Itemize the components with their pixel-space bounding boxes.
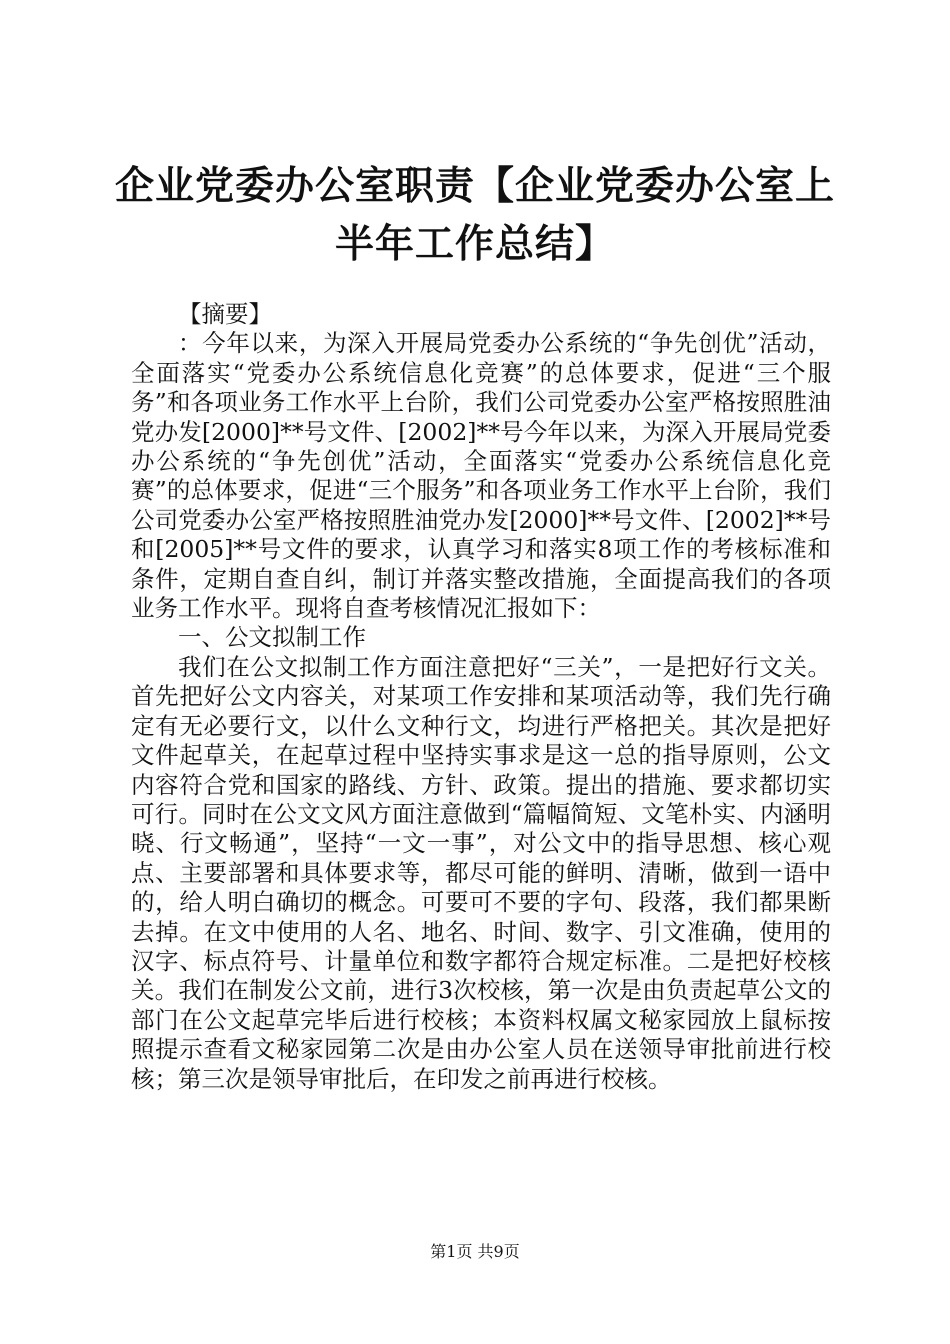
section-paragraph: 我们在公文拟制工作方面注意把好“三关”，一是把好行文关。首先把好公文内容关，对某项工作安排和某项活动等，我们先行确定有无必要行文，以什么文种行文，均进行严格把关。其次是把好文件起草关，在起草过程中坚持实事求是这一总的指导原则，公文内容符合党和国家的路线、方针、政策。提出的措施、要求都切实可行。同时在公文文风方面注意做到“篇幅简短、文笔朴实、内涵明晓、行文畅通”，坚持“一文一事”，对公文中的指导思想、核心观点、主要部署和具体要求等，都尽可能的鲜明、清晰，做到一语中的，给人明白确切的概念。可要可不要的字句、段落，我们都果断去掉。在文中使用的人名、地名、时间、数字、引文准确，使用的汉字、标点符号、计量单位和数字都符合规定标准。二是把好校核关。我们在制发公文前，进行3次校核，第一次是由负责起草公文的部门在公文起草完毕后进行校核；本资料权属文秘家园放上鼠标按照提示查看文秘家园第二次是由办公室人员在送领导审批前进行校核；第三次是领导审批后，在印发之前再进行校核。	[131, 652, 831, 1093]
section-heading: 一、公文拟制工作	[178, 623, 366, 652]
intro-paragraph: ：今年以来，为深入开展局党委办公系统的“争先创优”活动，全面落实“党委办公系统信息化竞赛”的总体要求，促进“三个服务”和各项业务工作水平上台阶，我们公司党委办公室严格按照胜油党办发[2000]**号文件、[2002]**号今年以来，为深入开展局党委办公系统的“争先创优”活动，全面落实“党委办公系统信息化竞赛”的总体要求，促进“三个服务”和各项业务工作水平上台阶，我们公司党委办公室严格按照胜油党办发[2000]**号文件、[2002]**号和[2005]**号文件的要求，认真学习和落实8项工作的考核标准和条件，定期自查自纠，制订并落实整改措施，全面提高我们的各项业务工作水平。现将自查考核情况汇报如下：	[131, 329, 831, 623]
document-body	[131, 300, 831, 1094]
page-footer: 第1页 共9页	[430, 1242, 520, 1261]
abstract-label: 【摘要】	[178, 300, 272, 328]
document-title: 企业党委办公室职责【企业党委办公室上半年工作总结】	[114, 164, 835, 267]
